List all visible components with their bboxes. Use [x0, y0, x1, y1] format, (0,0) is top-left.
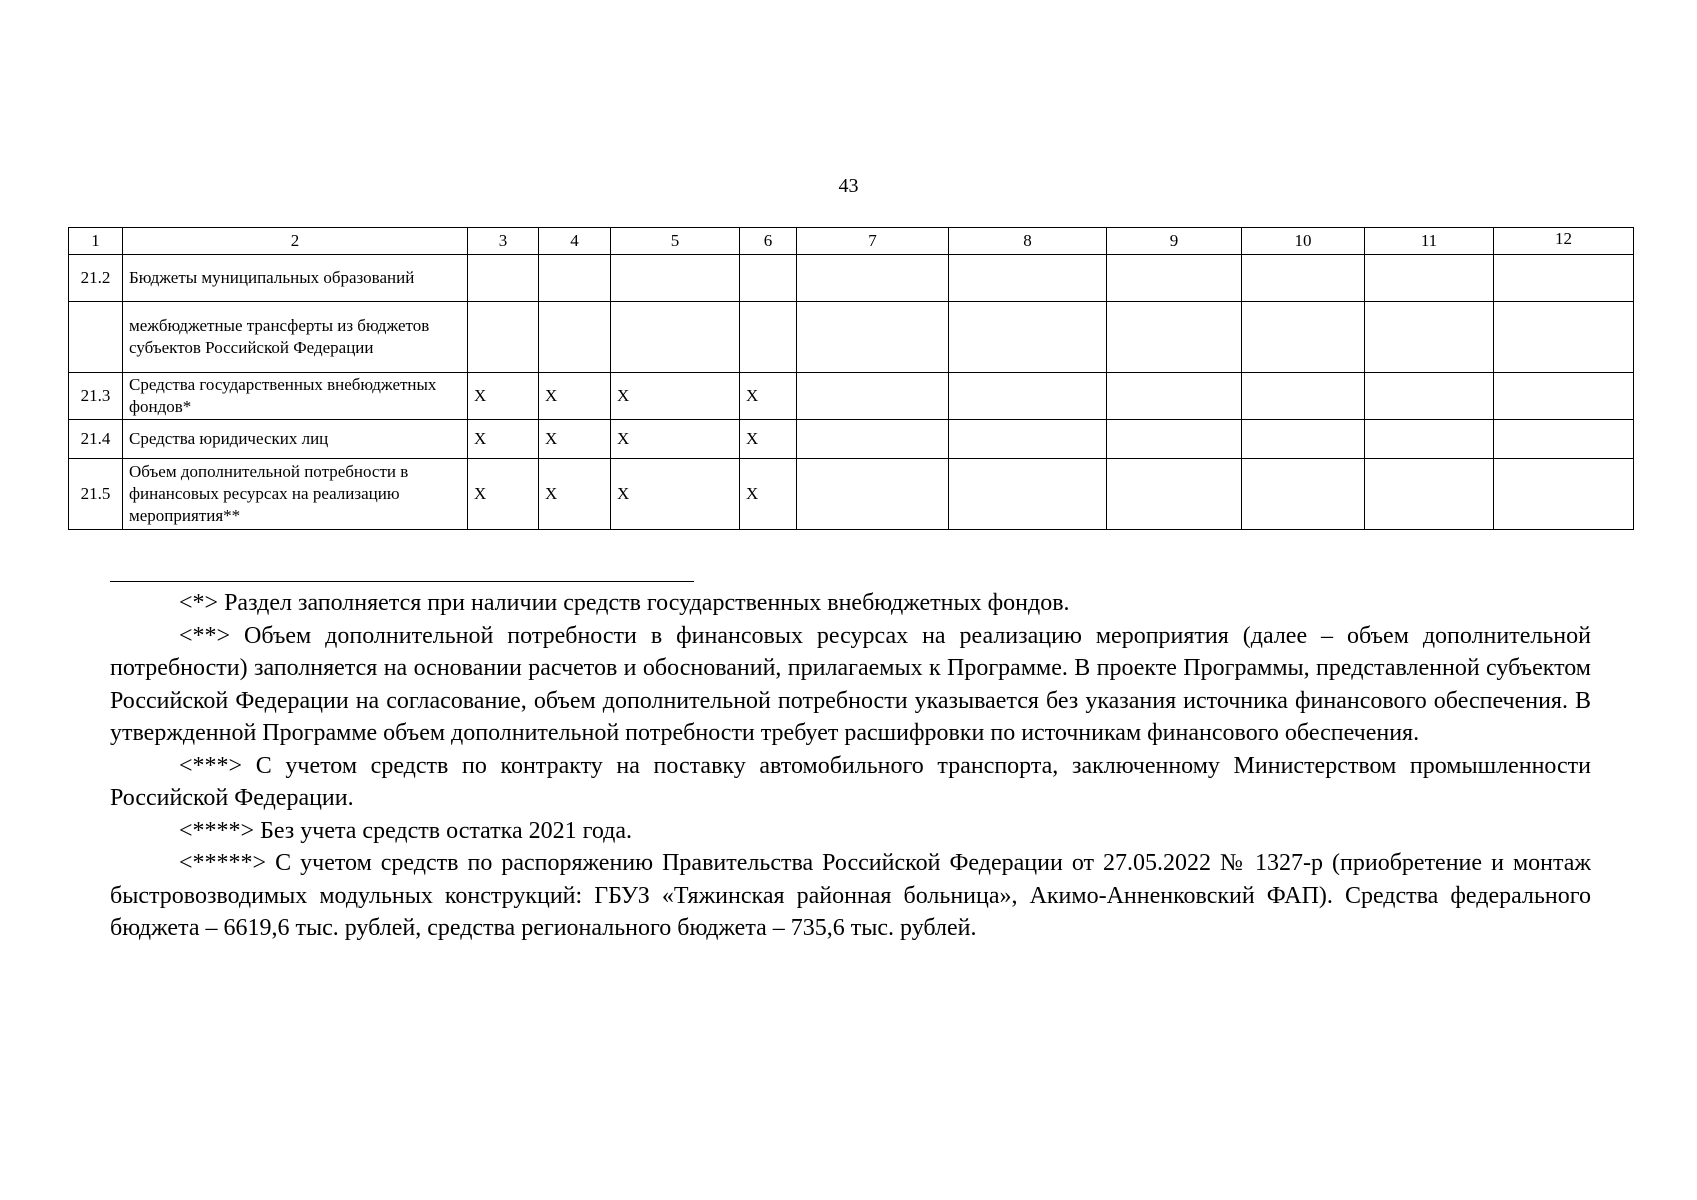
financing-table: [68, 227, 1634, 530]
table-cell: [797, 459, 949, 530]
footnote: <****> Без учета средств остатка 2021 года.: [179, 817, 633, 844]
table-cell: Х: [740, 459, 797, 530]
footnote: <***> С учетом средств по контракту на поставку автомобильного транспорта, заключенному Министерством промышленности Российской Федерации.: [110, 752, 1591, 811]
row-name: межбюджетные трансферты из бюджетов субъектов Российской Федерации: [123, 302, 468, 373]
footnote-separator: [110, 581, 694, 582]
table-cell: [611, 255, 740, 302]
table-cell: [1242, 373, 1365, 420]
table-cell: Х: [611, 420, 740, 459]
table-cell: Х: [539, 459, 611, 530]
table-cell: Х: [468, 373, 539, 420]
table-cell: [1494, 373, 1634, 420]
table-row: [69, 373, 1634, 420]
column-header: 12: [1494, 228, 1634, 255]
footnote: <**> Объем дополнительной потребности в финансовых ресурсах на реализацию мероприятия (далее – объем дополнительной потребности) заполняется на основании расчетов и обоснований, прилагаемых к Программе. В проекте Программы, представленной субъектом Российской Федерации на согласование, объем дополнительной потребности указывается без указания источника финансового обеспечения. В утвержденной Программе объем дополнительной потребности требует расшифровки по источникам финансового обеспечения.: [110, 622, 1591, 746]
table-cell: [797, 302, 949, 373]
table-row: [69, 302, 1634, 373]
table-cell: Х: [740, 420, 797, 459]
table-cell: [949, 255, 1107, 302]
row-name: Средства юридических лиц: [123, 420, 468, 459]
column-header: 4: [539, 228, 611, 255]
table-cell: [611, 302, 740, 373]
table-cell: [1494, 302, 1634, 373]
column-header: 10: [1242, 228, 1365, 255]
table-cell: [1494, 420, 1634, 459]
row-number: 21.5: [69, 459, 123, 530]
table-cell: Х: [539, 420, 611, 459]
table-cell: [468, 302, 539, 373]
table-cell: [539, 302, 611, 373]
table-cell: [949, 302, 1107, 373]
row-number: 21.4: [69, 420, 123, 459]
row-name: Средства государственных внебюджетных фондов*: [123, 373, 468, 420]
table-cell: [740, 255, 797, 302]
table-cell: [797, 373, 949, 420]
table-row: [69, 255, 1634, 302]
footnote: <*> Раздел заполняется при наличии средств государственных внебюджетных фондов.: [179, 590, 1070, 616]
table-cell: [1242, 302, 1365, 373]
footnotes: [110, 587, 1591, 945]
row-name: Объем дополнительной потребности в финансовых ресурсах на реализацию мероприятия**: [123, 459, 468, 530]
table-cell: [1494, 459, 1634, 530]
column-header: 5: [611, 228, 740, 255]
table-cell: [949, 373, 1107, 420]
table-cell: [1107, 255, 1242, 302]
column-header: 7: [797, 228, 949, 255]
footnote: <*****> С учетом средств по распоряжению Правительства Российской Федерации от 27.05.2022 № 1327-р (приобретение и монтаж быстровозводимых модульных конструкций: ГБУЗ «Тяжинская районная больница», Акимо-Анненковский ФАП). Средства федерального бюджета – 6619,6 тыс. рублей, средства регионального бюджета – 735,6 тыс. рублей.: [110, 850, 1591, 941]
table-cell: [949, 420, 1107, 459]
table-cell: [1494, 255, 1634, 302]
table-cell: Х: [468, 420, 539, 459]
row-number: 21.2: [69, 255, 123, 302]
table-header-row: [69, 228, 1634, 255]
table-cell: [1107, 302, 1242, 373]
table-cell: [1365, 420, 1494, 459]
row-name: Бюджеты муниципальных образований: [123, 255, 468, 302]
column-header: 3: [468, 228, 539, 255]
table-cell: Х: [468, 459, 539, 530]
column-header: 8: [949, 228, 1107, 255]
table-cell: Х: [740, 373, 797, 420]
row-number: [69, 302, 123, 373]
table-row: [69, 420, 1634, 459]
table-cell: [539, 255, 611, 302]
column-header: 1: [69, 228, 123, 255]
table-cell: [1107, 373, 1242, 420]
table-cell: [468, 255, 539, 302]
table-cell: [1365, 373, 1494, 420]
row-number: 21.3: [69, 373, 123, 420]
table-cell: [1242, 459, 1365, 530]
table-cell: Х: [611, 373, 740, 420]
table-cell: [1365, 459, 1494, 530]
column-header: 9: [1107, 228, 1242, 255]
table-cell: [1107, 420, 1242, 459]
column-header: 2: [123, 228, 468, 255]
table-cell: [797, 420, 949, 459]
table-cell: [949, 459, 1107, 530]
column-header: 6: [740, 228, 797, 255]
page-number: 43: [838, 175, 859, 197]
table-row: [69, 459, 1634, 530]
table-cell: [1242, 255, 1365, 302]
table-cell: [1365, 255, 1494, 302]
table-cell: Х: [611, 459, 740, 530]
table-cell: [1107, 459, 1242, 530]
table-cell: [740, 302, 797, 373]
column-header: 11: [1365, 228, 1494, 255]
table-cell: [797, 255, 949, 302]
table-cell: [1242, 420, 1365, 459]
table-cell: [1365, 302, 1494, 373]
table-cell: Х: [539, 373, 611, 420]
